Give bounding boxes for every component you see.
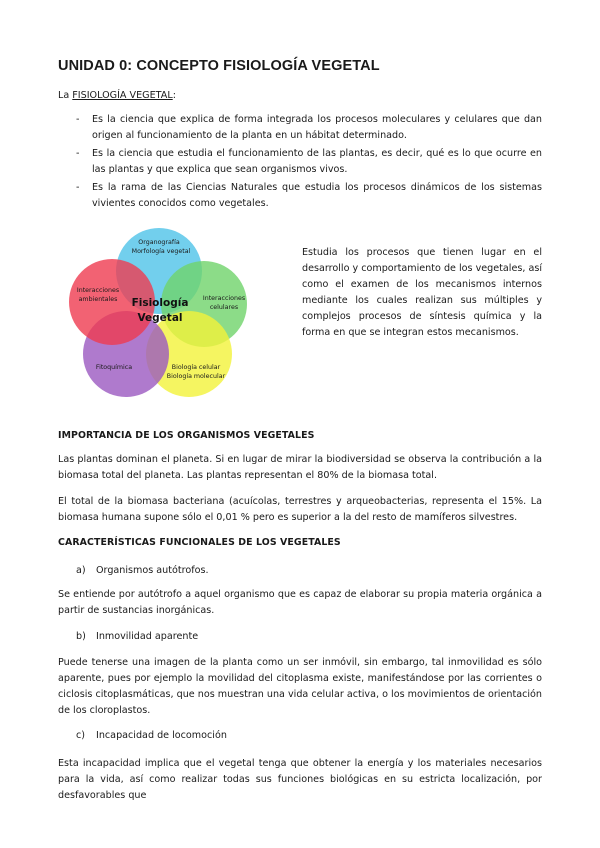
venn-label: celulares [209,304,239,311]
venn-center-label: Vegetal [137,312,183,324]
paragraph: Se entiende por autótrofo a aquel organismo que es capaz de elaborar su propia materia orgánica a partir de sustancias inorgánicas. [58,589,542,616]
definition-item [58,180,542,212]
definition-text: Es la ciencia que estudia el funcionamiento de las plantas, es decir, qué es lo que ocurre en las plantas y que explica que sean organismos vivos. [92,148,542,175]
intro-term: FISIOLOGÍA VEGETAL [72,90,173,101]
intro-suffix: : [172,90,176,101]
subheading-text: Organismos autótrofos. [96,565,209,576]
definition-item [58,112,542,144]
paragraph: El total de la biomasa bacteriana (acuícolas, terrestres y arqueobacterias, representa el 15%. La biomasa humana supone sólo el 0,01 % pero es superior a la del resto de mamíferos silvestres. [58,496,542,523]
subheading-b [76,631,198,642]
dash-bullet: - [76,182,80,193]
venn-description: Estudia los procesos que tienen lugar en el desarrollo y comportamiento de los vegetales, así como el examen de los mecanismos internos mediante los cuales realizan sus múltiples y complejos procesos de síntesis química y la forma en que se integran estos mecanismos. [302,247,542,338]
venn-label: Fitoquímica [95,364,133,371]
definition-list [58,112,542,214]
venn-center-label: Fisiología [131,297,189,309]
dash-bullet: - [76,114,80,125]
venn-label: Interacciones [202,295,246,302]
definition-text: Es la ciencia que explica de forma integrada los procesos moleculares y celulares que dan origen al funcionamiento de la planta en un hábitat determinado. [92,114,542,141]
paragraph: Las plantas dominan el planeta. Si en lugar de mirar la biodiversidad se observa la contribución a la biomasa total del planeta. Las plantas representan el 80% de la biomasa total. [58,454,542,481]
venn-label: Morfología vegetal [131,248,191,255]
definition-text: Es la rama de las Ciencias Naturales que estudia los procesos dinámicos de los sistemas vivientes conocidos como vegetales. [92,182,542,209]
subheading-c [76,730,227,741]
subheading-text: Inmovilidad aparente [96,631,199,642]
list-label: b) [76,631,86,642]
venn-label: Organografía [138,239,180,246]
intro-prefix: La [58,90,73,101]
venn-diagram [64,226,264,406]
list-label: a) [76,565,86,576]
definition-item [58,146,542,178]
paragraph: Puede tenerse una imagen de la planta como un ser inmóvil, sin embargo, tal inmovilidad es sólo aparente, pues por ejemplo la movilidad del citoplasma existe, manifestándose por las corrientes o ciclosis citoplasmáticas, que nos muestran una vida celular activa, o los movimientos de orientación de los cloroplastos. [58,657,542,716]
dash-bullet: - [76,148,80,159]
venn-label: Interacciones [76,287,120,294]
venn-label: Biología celular [171,364,221,371]
section-heading-importance: IMPORTANCIA DE LOS ORGANISMOS VEGETALES [58,430,315,441]
venn-label: Biología molecular [166,373,226,380]
subheading-a [76,565,209,576]
paragraph: Esta incapacidad implica que el vegetal tenga que obtener la energía y los materiales necesarios para la vida, así como realizar todas sus funciones biológicas en su estricta localización, por desfavorables que [58,758,542,801]
venn-label: ambientales [78,296,118,303]
section-heading-features: CARACTERÍSTICAS FUNCIONALES DE LOS VEGETALES [58,537,341,548]
intro-line [58,88,176,104]
subheading-text: Incapacidad de locomoción [96,730,227,741]
list-label: c) [76,730,86,741]
page-title: UNIDAD 0: CONCEPTO FISIOLOGÍA VEGETAL [58,58,380,74]
